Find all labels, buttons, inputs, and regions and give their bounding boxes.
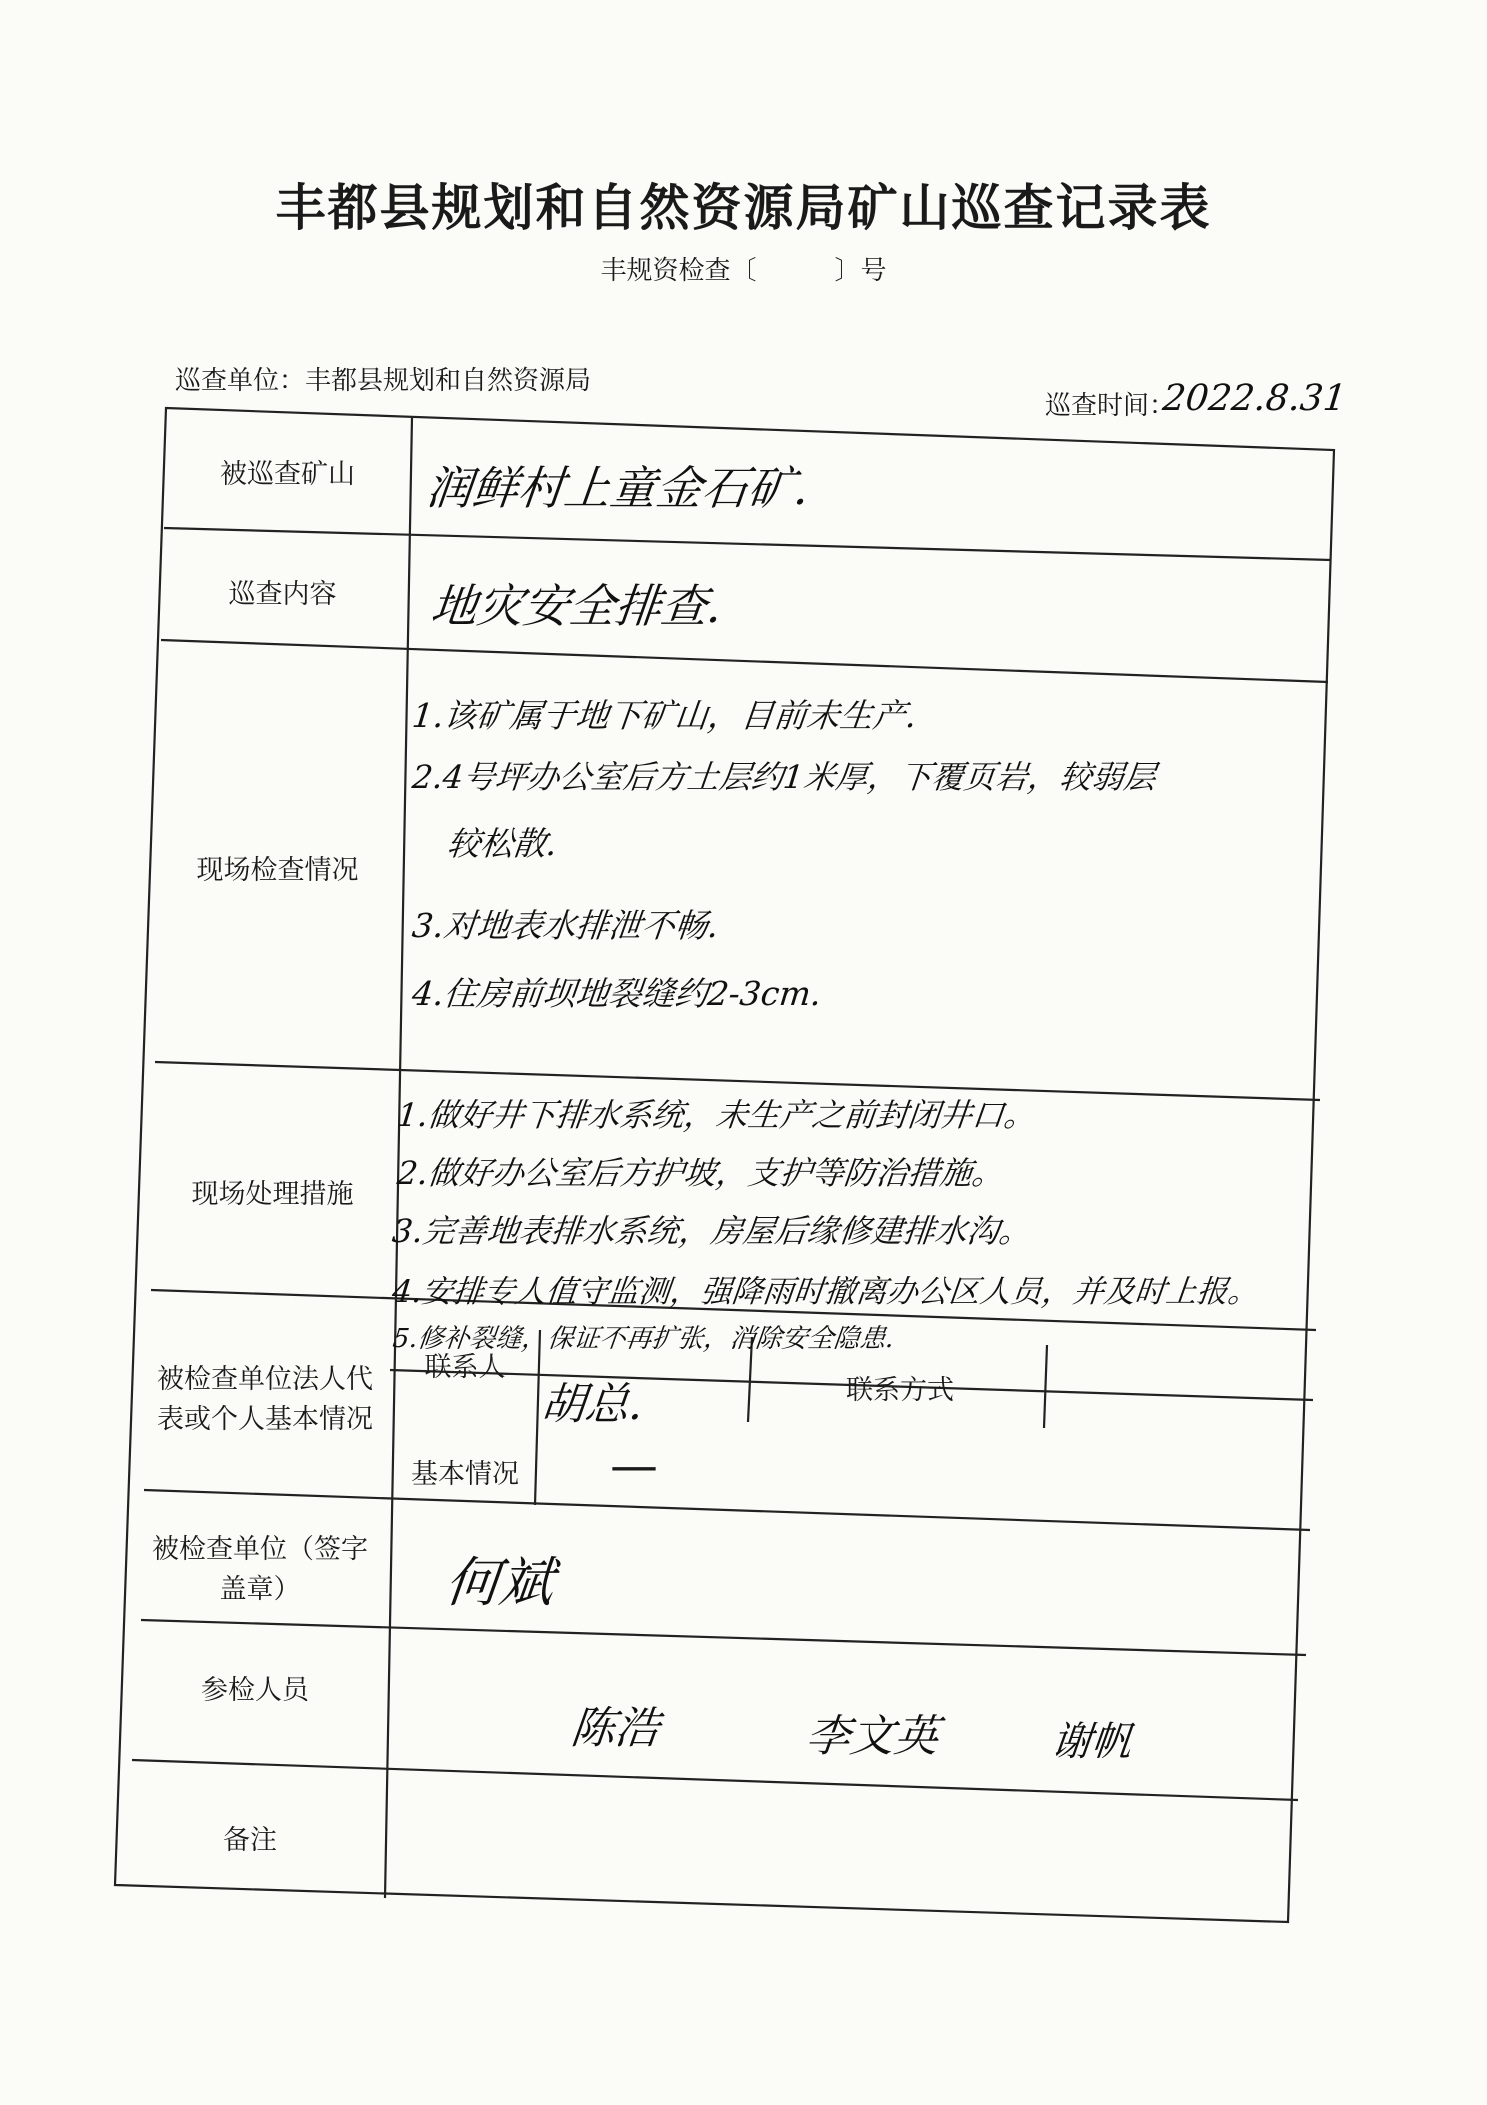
inspection-unit-label: 巡查单位： xyxy=(175,366,306,396)
inspection-time-value: 2022.8.31 xyxy=(1160,378,1349,419)
site-check-line: 1.该矿属于地下矿山，目前未生产. xyxy=(410,696,919,735)
content-label: 巡查内容 xyxy=(228,579,337,610)
legal-rep-label: 被检查单位法人代表或个人基本情况 xyxy=(157,1364,373,1435)
site-check-line: 4.住房前坝地裂缝约2-3cm. xyxy=(410,974,824,1013)
inspector-name: 李文英 xyxy=(803,1711,941,1762)
inspection-unit xyxy=(175,360,591,397)
measures-label: 现场处理措施 xyxy=(191,1179,354,1210)
inspection-time-label: 巡查时间： xyxy=(1045,391,1176,421)
site-check-line: 较松散. xyxy=(445,824,559,863)
measures-line: 3.完善地表排水系统，房屋后缘修建排水沟。 xyxy=(390,1212,1033,1250)
site-check-label: 现场检查情况 xyxy=(196,855,359,886)
site-check-line: 2.4号坪办公室后方土层约1米厚，下覆页岩，较弱层 xyxy=(410,758,1158,796)
remarks-label: 备注 xyxy=(223,1825,277,1856)
contact-label: 联系人 xyxy=(424,1352,506,1383)
basic-info-label: 基本情况 xyxy=(411,1459,519,1490)
mine-label: 被巡查矿山 xyxy=(220,459,355,490)
measures-line: 4.安排专人值守监测，强降雨时撤离办公区人员，并及时上报。 xyxy=(390,1274,1261,1310)
contact-value: 胡总. xyxy=(538,1379,646,1430)
inspectors-label: 参检人员 xyxy=(201,1675,309,1706)
mine-value: 润鲜村上童金石矿. xyxy=(423,461,812,515)
inspector-name: 谢帆 xyxy=(1049,1719,1135,1765)
measures-line: 5.修补裂缝，保证不再扩张，消除安全隐患. xyxy=(391,1324,896,1354)
inspector-name: 陈浩 xyxy=(568,1703,662,1754)
measures-line: 2.做好办公室后方护坡，支护等防治措施。 xyxy=(395,1154,1006,1192)
phone-label: 联系方式 xyxy=(846,1375,954,1406)
site-check-line: 3.对地表水排泄不畅. xyxy=(410,906,721,945)
document-number: 丰规资检查〔 〕号 xyxy=(600,256,887,286)
content-value: 地灾安全排查. xyxy=(428,579,725,633)
signature-value: 何斌 xyxy=(442,1551,557,1614)
measures-line: 1.做好井下排水系统，未生产之前封闭井口。 xyxy=(395,1096,1038,1134)
signature-label: 被检查单位（签字盖章） xyxy=(152,1534,368,1605)
form-title: 丰都县规划和自然资源局矿山巡查记录表 xyxy=(275,178,1212,237)
basic-info-value: — xyxy=(610,1438,658,1494)
inspection-unit-value: 丰都县规划和自然资源局 xyxy=(305,366,592,396)
